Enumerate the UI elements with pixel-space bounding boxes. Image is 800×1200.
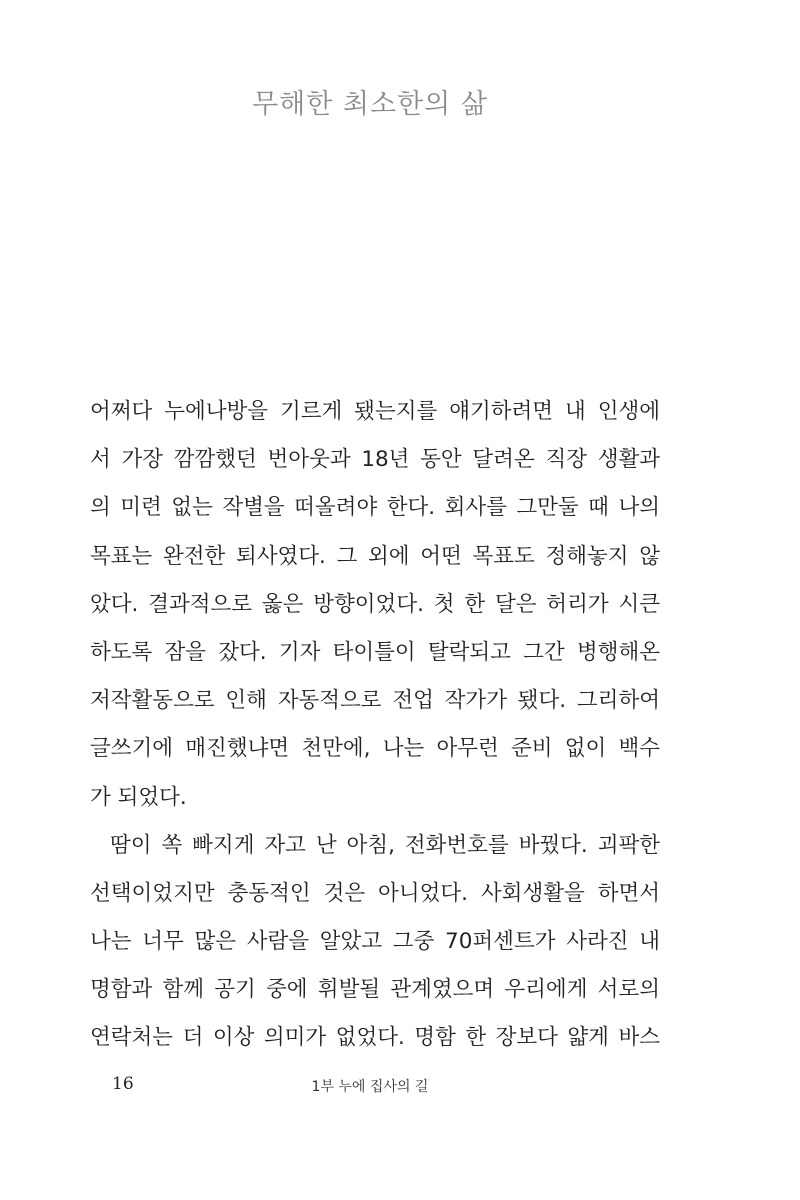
text-line: 았다. 결과적으로 옳은 방향이었다. 첫 한 달은 허리가 시큰 [90, 591, 660, 617]
text-line: 하도록 잠을 잤다. 기자 타이틀이 탈락되고 그간 병행해온 [90, 639, 660, 665]
text-line: 의 미련 없는 작별을 떠올려야 한다. 회사를 그만둘 때 나의 [90, 495, 660, 521]
chapter-title: 1부 누에 집사의 길 [311, 1079, 429, 1095]
text-line: 어쩌다 누에나방을 기르게 됐는지를 얘기하려면 내 인생에 [90, 399, 660, 424]
text-line: 글쓰기에 매진했냐면 천만에, 나는 아무런 준비 없이 백수 [90, 736, 660, 762]
page-number: 16 [112, 1074, 134, 1094]
text-line: 저작활동으로 인해 자동적으로 전업 작가가 됐다. 그리하여 [90, 688, 660, 714]
body-text [90, 390, 660, 1065]
text-line: 선택이었지만 충동적인 것은 아니었다. 사회생활을 하면서 [90, 880, 660, 906]
running-title: 무해한 최소한의 삶 [252, 89, 488, 120]
text-line: 명함과 함께 공기 중에 휘발될 관계였으며 우리에게 서로의 [90, 977, 660, 1003]
text-line: 땀이 쏙 빠지게 자고 난 아침, 전화번호를 바꿨다. 괴팍한 [110, 832, 660, 858]
text-line: 연락처는 더 이상 의미가 없었다. 명함 한 장보다 얇게 바스 [90, 1025, 660, 1051]
text-line: 가 되었다. [90, 784, 187, 810]
text-line: 나는 너무 많은 사람을 알았고 그중 70퍼센트가 사라진 내 [90, 929, 660, 955]
text-line: 서 가장 깜깜했던 번아웃과 18년 동안 달려온 직장 생활과 [90, 447, 660, 473]
text-line: 목표는 완전한 퇴사였다. 그 외에 어떤 목표도 정해놓지 않 [90, 543, 660, 569]
